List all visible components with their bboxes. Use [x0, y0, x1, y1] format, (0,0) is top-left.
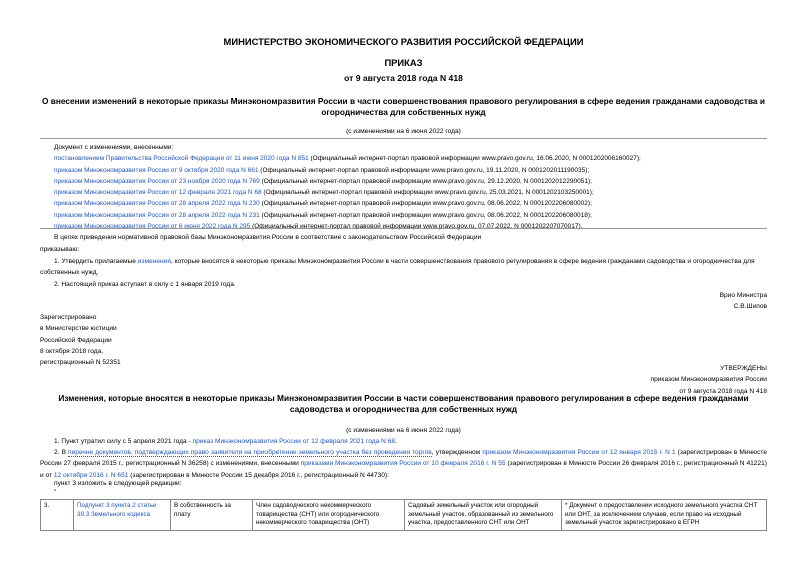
table-cell: В собственность за плату	[171, 500, 253, 531]
annex-paragraph-1	[40, 436, 767, 447]
order-link[interactable]: приказом Минэкономразвития России от 12 января 2015 г. N 1	[482, 449, 676, 456]
doc-type-heading: ПРИКАЗ	[384, 57, 423, 68]
code-link[interactable]: Подпункт 3 пункта 2 статьи 39.3 Земельного кодекса	[77, 502, 157, 518]
table-cell: 3.	[41, 500, 74, 531]
order-date-number: от 9 августа 2018 года N 418	[344, 73, 463, 83]
divider	[40, 228, 767, 229]
amendment-source: (Официальный интернет-портал правовой информации www.pravo.gov.ru, 16.06.2020, N 0001202006160027);	[308, 155, 641, 163]
amendment-source: (Официальный интернет-портал правовой информации www.pravo.gov.ru, 19.11.2020, N 0001202011190035);	[258, 166, 590, 174]
list-item	[54, 176, 774, 187]
list-item	[54, 198, 774, 209]
amendment-source: (Официальный интернет-портал правовой информации www.pravo.gov.ru, 29.12.2020, N 0001202012290051);	[259, 177, 592, 185]
quote-mark: "	[54, 489, 57, 496]
repeal-link[interactable]: приказ Минэкономразвития России от 12 февраля 2021 года N 68	[192, 438, 396, 445]
table-cell: Садовый земельный участок или огородный земельный участок, образованный из земельного участка, предоставленного СНТ или ОНТ	[405, 500, 562, 531]
order-link[interactable]: 12 октября 2016 г. N 651	[53, 471, 129, 479]
documents-table	[40, 499, 767, 531]
paragraph-text: 1. Утвердить прилагаемые	[54, 258, 138, 265]
changes-list	[54, 142, 774, 232]
revision-note: (с изменениями на 6 июня 2022 года)	[346, 128, 461, 135]
list-item	[54, 221, 774, 232]
paragraph-1	[40, 256, 767, 279]
preamble: В целях приведения нормативной правовой базы Минэкономразвития России в соответствие с законодательством Российской Федерации	[54, 234, 482, 241]
annex-paragraph-2	[40, 447, 767, 481]
paragraph-text: .	[395, 438, 397, 445]
list-item	[54, 187, 774, 198]
amendment-link[interactable]: приказом Минэкономразвития России от 9 октября 2020 года N 661	[54, 166, 259, 174]
amendment-source: (Официальный интернет-портал правовой информации www.pravo.gov.ru, 08.06.2022, N 0001202206080002);	[259, 200, 592, 208]
changes-link[interactable]: изменения	[137, 258, 171, 265]
order-link[interactable]: приказами Минэкономразвития России от 10 февраля 2016 г. N 55	[300, 460, 506, 468]
order-title: О внесении изменений в некоторые приказы Минэкономразвития России в части совершенствования правового регулирования в сфере ведения гражданами садоводства и огородничества для собственных нужд	[42, 96, 765, 118]
paragraph-text: , которые вносятся в некоторые приказы Минэкономразвития России в части совершенствования правового регулирования в сфере ведения гражданами садоводства и огородничества для собственных нужд.	[40, 258, 755, 277]
annex-title: Изменения, которые вносятся в некоторые приказы Минэкономразвития России в части совершенствования правового регулирования в сфере ведения гражданами садоводства и огородничества для собственных нужд	[58, 393, 749, 415]
list-item	[54, 210, 774, 221]
divider	[40, 138, 767, 139]
document-list-link[interactable]: перечне документов, подтверждающих право заявителя на приобретение земельного участка без проведения торгов	[68, 449, 432, 456]
approval-line: приказом Минэкономразвития России	[650, 376, 767, 384]
registration-block	[40, 312, 340, 368]
list-item	[54, 165, 774, 176]
amendment-source: (Официальный интернет-портал правовой информации www.pravo.gov.ru, 08.06.2022, N 0001202206080018);	[259, 211, 592, 219]
table-row	[41, 500, 767, 531]
paragraph-2: 2. Настоящий приказ вступает в силу с 1 января 2019 года.	[54, 281, 236, 288]
amendment-link[interactable]: приказом Минэкономразвития России от 6 июня 2022 года N 295	[54, 223, 251, 231]
paragraph-text: 2. В	[54, 449, 69, 456]
amendment-source: (Официальный интернет-портал правовой информации www.pravo.gov.ru, 07.07.2022, N 0001202207070017).	[250, 223, 583, 231]
approval-line: от 9 августа 2018 года N 418	[679, 387, 767, 395]
ministry-heading: МИНИСТЕРСТВО ЭКОНОМИЧЕСКОГО РАЗВИТИЯ РОССИЙСКОЙ ФЕДЕРАЦИИ	[223, 36, 584, 47]
changes-intro: Документ с изменениями, внесенными:	[54, 144, 174, 151]
approval-line: УТВЕРЖДЕНЫ	[720, 365, 767, 372]
table-cell: Член садоводческого некоммерческого товарищества (СНТ) или огороднического некоммерческого товарищества (ОНТ)	[253, 500, 405, 531]
annex-paragraph-3: пункт 3 изложить в следующей редакции:	[54, 480, 182, 487]
registration-line: 8 октября 2018 года,	[40, 347, 104, 355]
paragraph-text: 1. Пункт утратил силу с 5 апреля 2021 года -	[54, 438, 193, 445]
order-word: приказываю:	[40, 246, 80, 253]
list-item	[54, 153, 774, 164]
amendment-link[interactable]: приказом Минэкономразвития России от 28 апреля 2022 года N 230	[54, 200, 260, 208]
signature-position: Врио Министра	[719, 292, 767, 299]
amendment-source: (Официальный интернет-портал правовой информации www.pravo.gov.ru, 25.03.2021, N 0001202103250001);	[261, 189, 594, 197]
amendment-link[interactable]: приказом Минэкономразвития России от 23 ноября 2020 года N 769	[54, 177, 260, 185]
amendment-link[interactable]: приказом Минэкономразвития России от 28 апреля 2022 года N 231	[54, 211, 260, 219]
annex-revision-note: (с изменениями на 6 июня 2022 года)	[346, 427, 461, 434]
registration-line: регистрационный N 52351	[40, 359, 121, 367]
paragraph-text: (зарегистрирован в Минюсте России 15 декабря 2016 г., регистрационный N 44730):	[128, 471, 389, 479]
registration-line: Зарегистрировано	[40, 314, 97, 321]
table-cell: * Документ о предоставлении исходного земельного участка СНТ или ОНТ, за исключением случаев, если право на исходный земельный участок зарегистрировано в ЕГРН	[562, 500, 767, 531]
approval-block	[450, 363, 767, 397]
paragraph-text: (зарегистрирован в Минюсте России 26 февраля 2016 г., регистрационный N 41221) и от	[40, 460, 767, 479]
registration-line: в Министерстве юстиции	[40, 325, 117, 333]
signature-name: С.В.Шипов	[733, 303, 767, 310]
table-cell	[74, 500, 171, 531]
paragraph-text: (зарегистрирован в Минюсте России 27 февраля 2015 г., регистрационный N 36258) с изменениями, внесенными	[40, 449, 768, 468]
amendment-link[interactable]: приказом Минэкономразвития России от 12 февраля 2021 года N 68	[54, 189, 262, 197]
paragraph-text: , утвержденном	[431, 449, 483, 456]
amendment-link[interactable]: постановлением Правительства Российской Федерации от 11 июня 2020 года N 851	[54, 155, 309, 163]
registration-line: Российской Федерации	[40, 336, 112, 344]
